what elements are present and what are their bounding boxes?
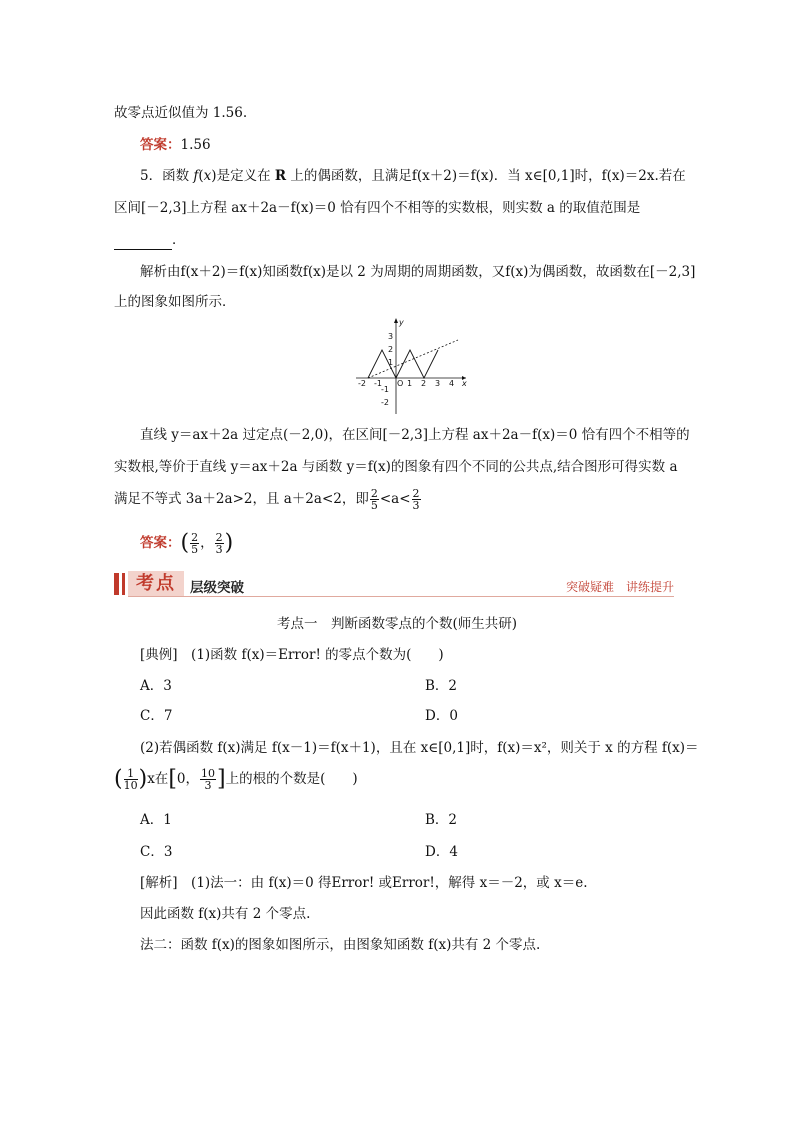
example-question-1 [140, 645, 444, 665]
x-tick: -1 [374, 379, 382, 388]
separator: ， [200, 535, 214, 551]
bracket: [ [168, 766, 177, 792]
answer-label: 答案： [140, 137, 181, 153]
answer-value: 1.56 [180, 137, 211, 153]
function-graph [354, 316, 472, 416]
text-line: 故零点近似值为 1.56. [114, 105, 248, 121]
solution-line: 解析由f(x＋2)＝f(x)知函数f(x)是以 2 为周期的周期函数，又f(x)为偶函数，故函数在[－2,3] [140, 264, 696, 280]
solution-line: 因此函数 f(x)共有 2 个零点. [140, 906, 311, 922]
bracket: ] [217, 766, 226, 792]
option: A．3 [140, 678, 172, 694]
x-tick: 3 [435, 379, 441, 388]
solution-line: 直线 y＝ax＋2a 过定点(－2,0)，在区间[－2,3]上方程 ax＋2a－f(x)＝0 恰有四个不相等的 [140, 427, 690, 443]
q5-text: 上的偶函数，且满足 [286, 168, 412, 184]
y-tick: 2 [388, 345, 394, 354]
q5-text: x [203, 168, 212, 184]
option: C．3 [140, 844, 173, 860]
numerator: 2 [215, 531, 223, 544]
paren: ( [180, 530, 190, 556]
q5-text: )是定义在 [211, 168, 275, 184]
solution-line [114, 488, 422, 511]
solution-line: 法二：函数 f(x)的图象如图所示，由图象知函数 f(x)共有 2 个零点. [140, 937, 541, 953]
paren: ) [224, 530, 234, 556]
banner-bar [122, 573, 125, 595]
solution-text: (1)法一：由 f(x)＝0 得Error! 或Error!，解得 x＝－2，或 x＝e. [177, 875, 588, 891]
banner-subtitle: 层级突破 [190, 580, 244, 596]
q5-text: R [274, 168, 287, 184]
numerator: 2 [370, 487, 378, 500]
question-text: x在 [147, 771, 169, 787]
denominator: 10 [123, 779, 138, 792]
denominator: 3 [204, 779, 212, 792]
answer-line [140, 135, 211, 155]
question-text: 0， [176, 771, 199, 787]
banner-right-text: 突破疑难 讲练提升 [565, 580, 674, 594]
example-question-2-line-2 [114, 768, 358, 791]
solution-line: 上的图象如图所示． [114, 294, 236, 310]
x-axis-label: x [462, 379, 467, 388]
fraction [200, 768, 216, 791]
question-5-line-3 [114, 230, 186, 250]
paren: ( [114, 766, 123, 792]
answer-label: 答案： [140, 535, 181, 551]
option: B．2 [425, 678, 458, 694]
fraction [215, 532, 224, 555]
denominator: 5 [370, 499, 378, 512]
section-banner [114, 571, 674, 597]
example-question-2: (2)若偶函数 f(x)满足 f(x－1)＝f(x＋1)，且在 x∈[0,1]时，f(x)＝x²，则关于 x 的方程 f(x)＝ [140, 740, 699, 756]
q5-text: ． [172, 232, 186, 248]
q5-text: 5．函数 [140, 168, 194, 184]
option: B．2 [425, 812, 458, 828]
y-tick: 3 [388, 332, 394, 341]
question-5-line-2: 区间[－2,3]上方程 ax＋2a－f(x)＝0 恰有四个不相等的实数根，则实数 a 的取值范围是 [114, 200, 641, 216]
option: A．1 [140, 812, 172, 828]
fraction [190, 532, 199, 555]
solution-line: 实数根,等价于直线 y＝ax＋2a 与函数 y＝f(x)的图象有四个不同的公共点,结合图形可得实数 a [114, 459, 678, 475]
q5-text: f [193, 168, 199, 184]
solution-line [140, 873, 588, 893]
function-curve [368, 350, 438, 378]
x-tick: 4 [449, 379, 455, 388]
option: C．7 [140, 708, 173, 724]
fraction [370, 488, 379, 511]
numerator: 10 [201, 767, 215, 780]
question-text: 上的根的个数是( ) [225, 771, 358, 787]
solution-text: <a< [379, 491, 411, 507]
answer-blank [114, 235, 172, 250]
y-tick: -2 [381, 398, 389, 407]
numerator: 2 [412, 487, 420, 500]
option: D．0 [425, 708, 458, 724]
y-arrow-icon [394, 318, 398, 323]
origin-label: O [397, 379, 404, 388]
solution-label: [解析] [140, 875, 178, 891]
fraction [124, 768, 138, 791]
y-tick: 1 [388, 358, 394, 367]
section-title: 考点一 判断函数零点的个数(师生共研) [276, 616, 518, 632]
answer-line [140, 532, 233, 555]
dashed-line [368, 340, 458, 378]
y-axis-label: y [399, 318, 404, 327]
denominator: 5 [191, 543, 199, 556]
example-label: [典例] [140, 647, 178, 663]
denominator: 3 [412, 499, 420, 512]
banner-tag: 考点 [128, 571, 184, 597]
x-tick: -2 [358, 379, 366, 388]
y-tick: -1 [381, 385, 389, 394]
numerator: 2 [191, 531, 199, 544]
question-text: (1)函数 f(x)＝Error! 的零点个数为( ) [177, 647, 444, 663]
question-5-line-1 [140, 166, 686, 186]
banner-bar [114, 573, 119, 595]
q5-text: f(x＋2)＝f(x)．当 x∈[0,1]时，f(x)＝2x.若在 [411, 168, 686, 184]
denominator: 3 [215, 543, 223, 556]
x-tick: 1 [407, 379, 413, 388]
numerator: 1 [124, 768, 138, 780]
fraction [412, 488, 421, 511]
paren: ) [138, 766, 148, 792]
banner-rule [128, 596, 674, 597]
q5-text: ( [198, 168, 204, 184]
option: D．4 [425, 844, 458, 860]
solution-text: 满足不等式 3a＋2a>2，且 a＋2a<2，即 [114, 491, 369, 507]
x-tick: 2 [421, 379, 427, 388]
